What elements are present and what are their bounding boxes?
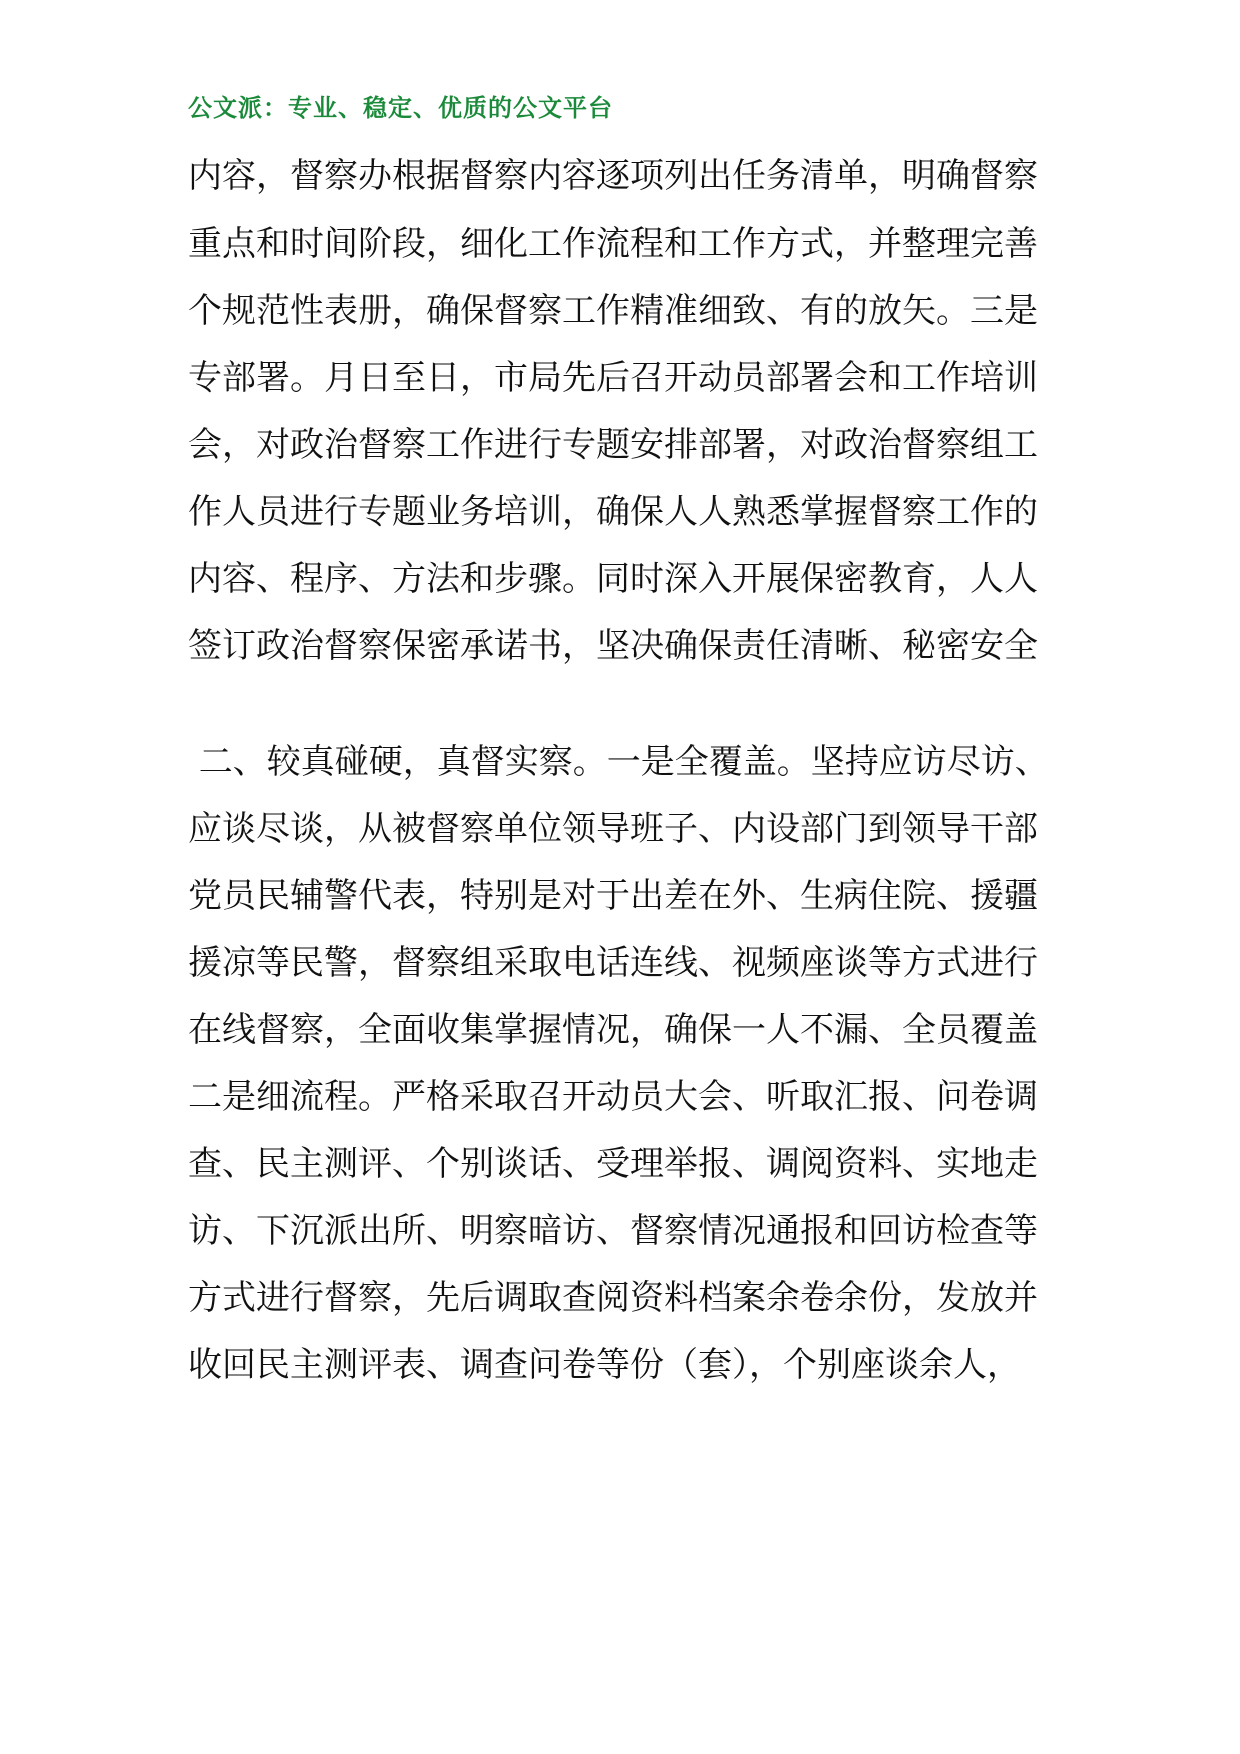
text-line: 内容、程序、方法和步骤。同时深入开展保密教育，人人 [188,559,1038,599]
text-line: 签订政治督察保密承诺书，坚决确保责任清晰、秘密安全 [188,626,1038,666]
brand-header: 公文派：专业、稳定、优质的公文平台 [188,94,613,122]
text-line: 援凉等民警，督察组采取电话连线、视频座谈等方式进行 [188,943,1038,983]
text-line: 重点和时间阶段，细化工作流程和工作方式，并整理完善 [188,224,1038,264]
text-line: 会，对政治督察工作进行专题安排部署，对政治督察组工 [188,425,1038,465]
text-line: 访、下沉派出所、明察暗访、督察情况通报和回访检查等 [188,1211,1038,1251]
text-line: 应谈尽谈，从被督察单位领导班子、内设部门到领导干部 [188,809,1038,849]
text-line: 二是细流程。严格采取召开动员大会、听取汇报、问卷调 [188,1077,1038,1117]
text-line: 收回民主测评表、调查问卷等份（套），个别座谈余人， [188,1345,1021,1385]
text-line: 查、民主测评、个别谈话、受理举报、调阅资料、实地走 [188,1144,1038,1184]
text-line: 个规范性表册，确保督察工作精准细致、有的放矢。三是 [188,291,1038,331]
text-line: 党员民辅警代表，特别是对于出差在外、生病住院、援疆 [188,876,1038,916]
text-line: 作人员进行专题业务培训，确保人人熟悉掌握督察工作的 [188,492,1038,532]
text-line: 内容，督察办根据督察内容逐项列出任务清单，明确督察 [188,156,1038,196]
text-line: 二、较真碰硬，真督实察。一是全覆盖。坚持应访尽访、 [188,742,1049,782]
text-line: 在线督察，全面收集掌握情况，确保一人不漏、全员覆盖 [188,1010,1038,1050]
text-line: 专部署。月日至日，市局先后召开动员部署会和工作培训 [188,358,1038,398]
text-line: 方式进行督察，先后调取查阅资料档案余卷余份，发放并 [188,1278,1038,1318]
